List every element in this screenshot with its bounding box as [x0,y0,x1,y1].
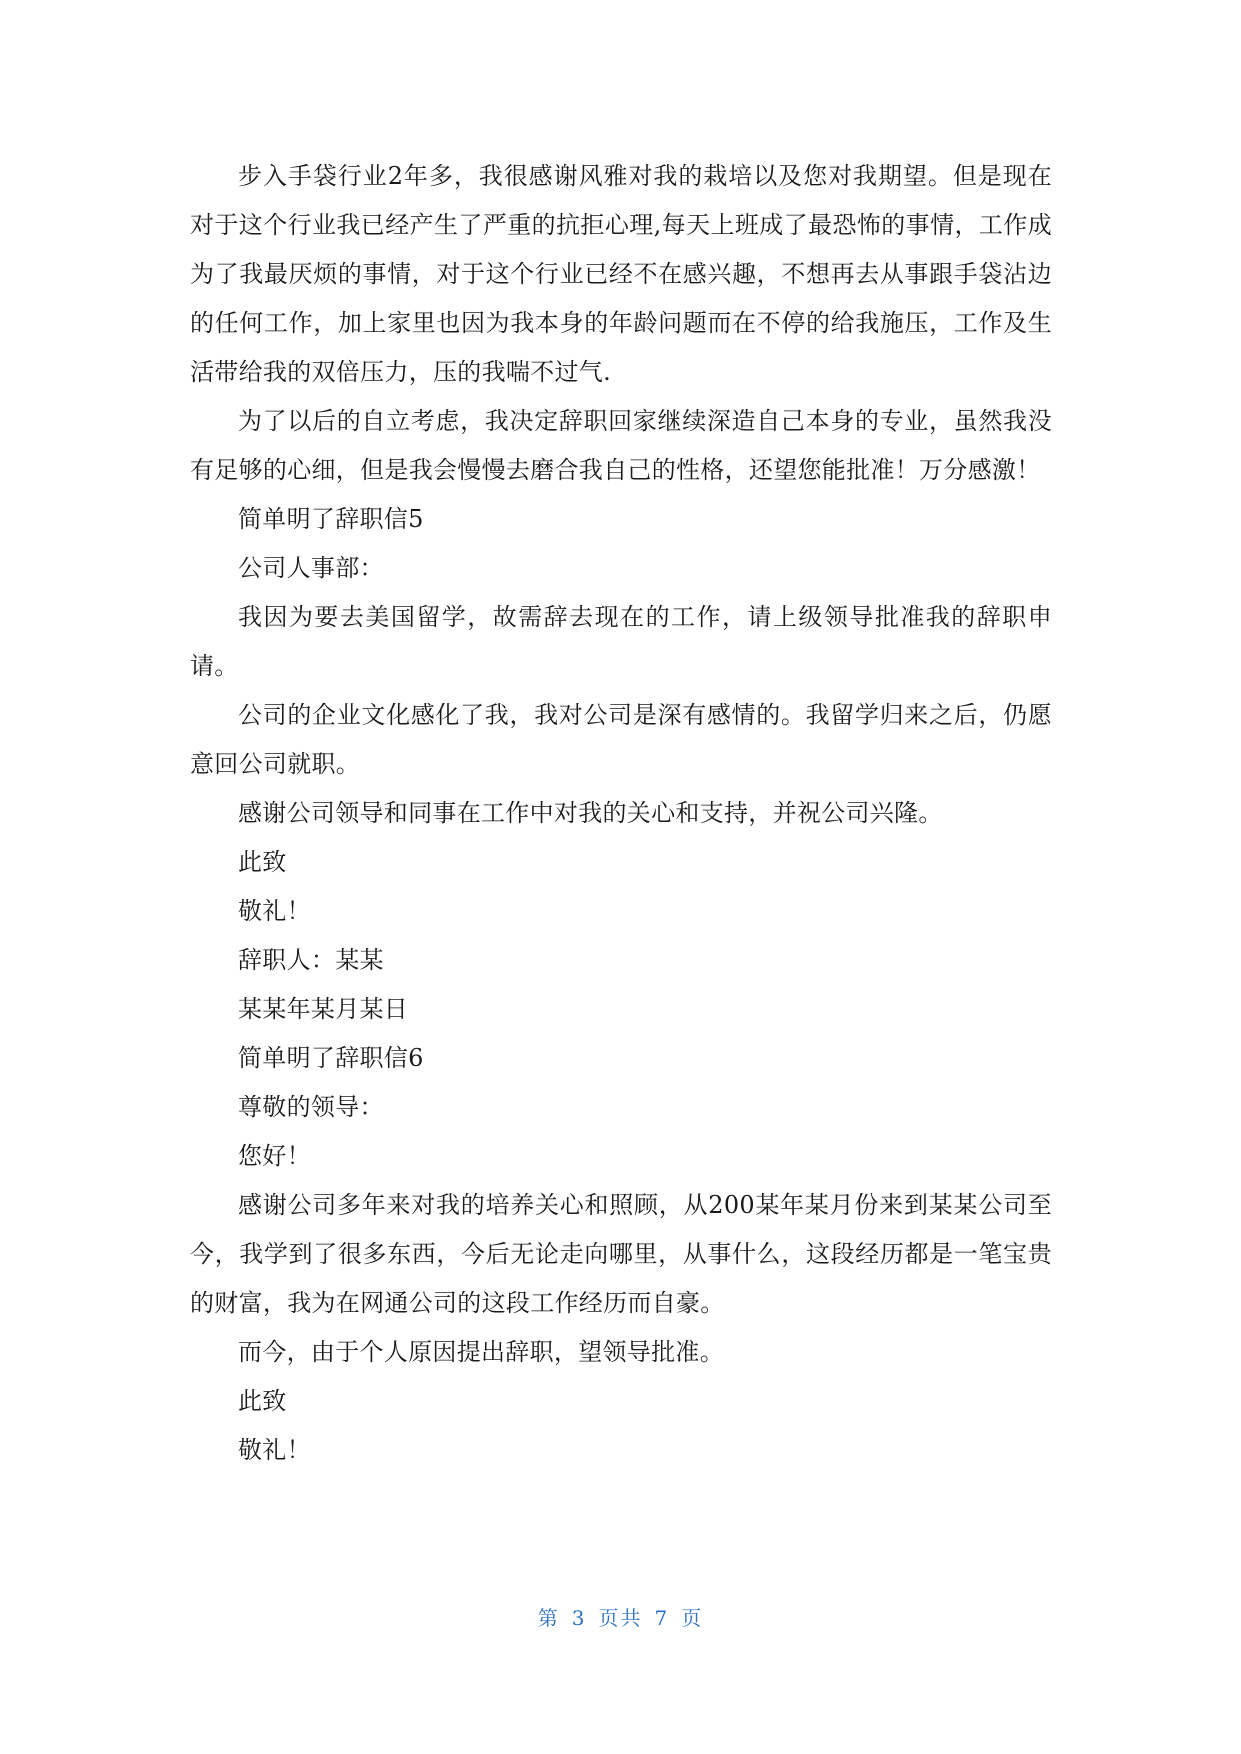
page-footer [0,1602,1241,1631]
closing-line: 敬礼！ [238,1436,311,1464]
greeting: 您好！ [238,1142,311,1170]
footer-prefix: 第 [537,1606,560,1630]
section-heading: 简单明了辞职信6 [238,1044,424,1072]
paragraph: 公司的企业文化感化了我，我对公司是深有感情的。我留学归来之后，仍愿意回公司就职。 [190,701,1052,778]
paragraph: 而今，由于个人原因提出辞职，望领导批准。 [238,1338,724,1366]
footer-middle: 页共 [598,1606,643,1630]
paragraph: 感谢公司领导和同事在工作中对我的关心和支持，并祝公司兴隆。 [238,799,943,827]
section-heading: 简单明了辞职信5 [238,505,424,533]
paragraph: 步入手袋行业2年多，我很感谢风雅对我的栽培以及您对我期望。但是现在对于这个行业我已经产生了严重的抗拒心理,每天上班成了最恐怖的事情，工作成为了我最厌烦的事情，对于这个行业已经不在感兴趣，不想再去从事跟手袋沾边的任何工作，加上家里也因为我本身的年龄问题而在不停的给我施压，工作及生活带给我的双倍压力，压的我喘不过气. [190,162,1052,386]
salutation: 尊敬的领导： [238,1093,384,1121]
salutation: 公司人事部： [238,554,384,582]
closing-line: 此致 [238,1387,287,1415]
document-body [190,152,1052,1475]
paragraph: 我因为要去美国留学，故需辞去现在的工作，请上级领导批准我的辞职申请。 [190,603,1052,680]
footer-total-pages: 7 [654,1606,670,1630]
closing-line: 敬礼！ [238,897,311,925]
footer-current-page: 3 [571,1606,587,1630]
paragraph: 为了以后的自立考虑，我决定辞职回家继续深造自己本身的专业，虽然我没有足够的心细，但是我会慢慢去磨合我自己的性格，还望您能批准！万分感激！ [190,407,1052,484]
paragraph: 感谢公司多年来对我的培养关心和照顾，从200某年某月份来到某某公司至今，我学到了很多东西，今后无论走向哪里，从事什么，这段经历都是一笔宝贵的财富，我为在网通公司的这段工作经历而自豪。 [190,1191,1052,1317]
closing-line: 此致 [238,848,287,876]
date-line: 某某年某月某日 [238,995,409,1023]
footer-suffix: 页 [681,1606,704,1630]
signature-line: 辞职人：某某 [238,946,384,974]
